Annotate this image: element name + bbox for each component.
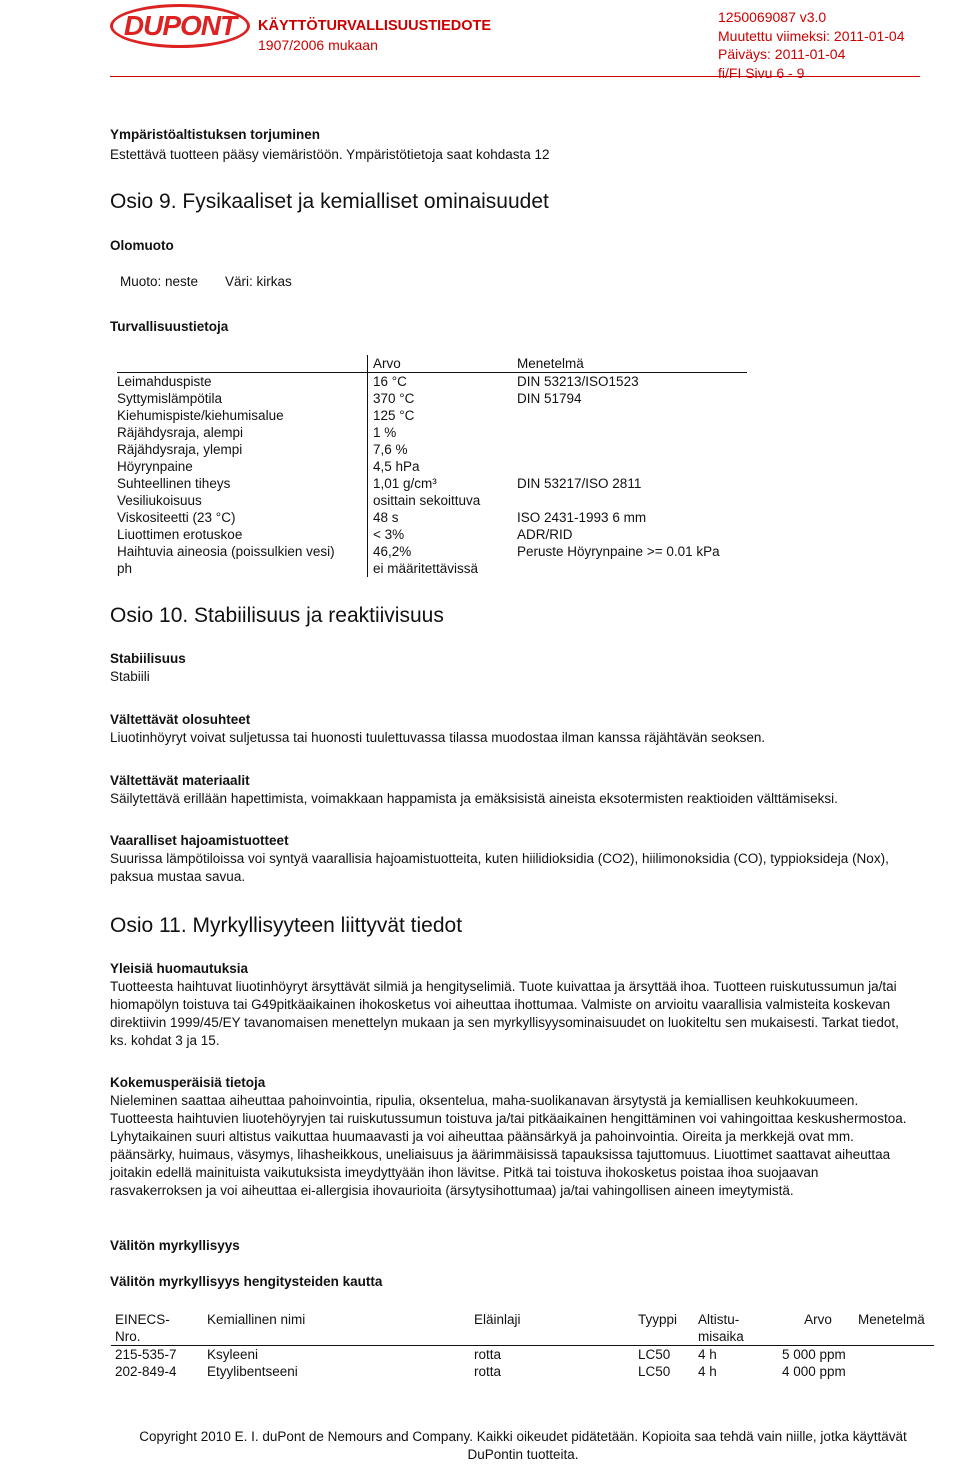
header-cell: Menetelmä <box>517 355 747 373</box>
property-method <box>517 441 747 458</box>
property-value: 1 % <box>368 424 518 441</box>
property-value: 16 °C <box>368 373 518 391</box>
property-method: ISO 2431-1993 6 mm <box>517 510 647 525</box>
chemical-name-cell: Etyylibentseeni <box>207 1364 298 1379</box>
property-name: Räjähdysraja, alempi <box>117 425 244 440</box>
state-heading: Olomuoto <box>110 238 174 253</box>
property-name: Höyrynpaine <box>117 459 193 474</box>
property-value: osittain sekoittuva <box>368 492 518 509</box>
method-cell <box>854 1346 934 1364</box>
header-cell: Eläinlaji <box>470 1311 634 1346</box>
avoid-conditions-text: Liuotinhöyryt voivat suljetussa tai huonosti tuulettuvassa tilassa muodostaa ilman kanssa räjähtävän seoksen. <box>110 730 766 745</box>
color-value: Väri: kirkas <box>225 274 292 289</box>
property-value: 125 °C <box>368 407 518 424</box>
page-number: fi/FI Sivu 6 - 9 <box>718 64 805 81</box>
table-header-row <box>111 1311 934 1346</box>
experience-heading: Kokemusperäisiä tietoja <box>110 1075 266 1090</box>
table-row <box>117 373 747 391</box>
physical-properties-table <box>117 355 747 577</box>
header-cell: Arvo <box>368 355 518 373</box>
property-value: 1,01 g/cm³ <box>368 475 518 492</box>
species-cell: rotta <box>474 1347 502 1362</box>
form-value: Muoto: neste <box>120 274 199 289</box>
chemical-name-cell: Ksyleeni <box>207 1347 259 1362</box>
env-exposure-heading: Ympäristöaltistuksen torjuminen <box>110 127 321 142</box>
table-row <box>117 390 747 407</box>
einecs-cell: 215-535-7 <box>115 1347 177 1362</box>
property-value: < 3% <box>368 526 518 543</box>
table-row <box>117 492 747 509</box>
property-method <box>517 492 747 509</box>
document-id: 1250069087 v3.0 <box>718 9 827 25</box>
property-method <box>517 560 747 577</box>
env-exposure-text: Estettävä tuotteen pääsy viemäristöön. Ympäristötietoja saat kohdasta 12 <box>110 147 550 162</box>
table-row <box>111 1346 934 1364</box>
general-heading: Yleisiä huomautuksia <box>110 961 249 976</box>
type-cell: LC50 <box>638 1347 671 1362</box>
property-value: ei määritettävissä <box>368 560 518 577</box>
header-cell: Arvo <box>778 1311 854 1346</box>
avoid-materials-heading: Vältettävät materiaalit <box>110 773 250 788</box>
value-cell: 4 000 ppm <box>782 1364 846 1379</box>
property-name: Syttymislämpötila <box>117 391 223 406</box>
header-meta <box>718 8 905 82</box>
modified-date: Muutettu viimeksi: 2011-01-04 <box>718 27 905 44</box>
exposure-time-cell: 4 h <box>698 1347 717 1362</box>
document-title: KÄYTTÖTURVALLISUUSTIEDOTE <box>258 18 492 34</box>
table-row <box>117 475 747 492</box>
property-name: Haihtuvia aineosia (poissulkien vesi) <box>117 544 335 559</box>
property-name: Kiehumispiste/kiehumisalue <box>117 408 284 423</box>
property-method: ADR/RID <box>517 527 573 542</box>
property-method <box>517 424 747 441</box>
stability-text: Stabiili <box>110 669 150 684</box>
section-11-title: Osio 11. Myrkyllisyyteen liittyvät tiedot <box>110 914 463 937</box>
table-row <box>117 560 747 577</box>
safety-heading: Turvallisuustietoja <box>110 319 229 334</box>
table-row <box>117 458 747 475</box>
avoid-materials-text: Säilytettävä erillään hapettimista, voimakkaan happamista ja emäksisistä aineista eksotermisten reaktioiden välttämiseksi. <box>110 791 838 806</box>
stability-heading: Stabiilisuus <box>110 651 186 666</box>
decomposition-text: Suurissa lämpötiloissa voi syntyä vaarallisia hajoamistuotteita, kuten hiilidioksidia (CO2), hiilimonoksidia (CO), typpioksideja (Nox), paksua mustaa savua. <box>110 851 889 884</box>
copyright-footer: Copyright 2010 E. I. duPont de Nemours and Company. Kaikki oikeudet pidätetään. Kopioita saa tehdä vain niille, jotka käyttävät DuPontin tuotteita. <box>139 1429 907 1462</box>
exposure-time-cell: 4 h <box>698 1364 717 1379</box>
property-method <box>517 458 747 475</box>
header-cell: Tyyppi <box>634 1311 694 1346</box>
decomposition-heading: Vaaralliset hajoamistuotteet <box>110 833 289 848</box>
header-cell: Kemiallinen nimi <box>203 1311 470 1346</box>
einecs-cell: 202-849-4 <box>115 1364 177 1379</box>
section-10-title: Osio 10. Stabiilisuus ja reaktiivisuus <box>110 604 444 627</box>
table-header-row <box>117 355 747 373</box>
table-row <box>111 1363 934 1380</box>
header-cell: EINECS- Nro. <box>111 1311 203 1346</box>
property-value: 370 °C <box>368 390 518 407</box>
section-9-title: Osio 9. Fysikaaliset ja kemialliset ominaisuudet <box>110 190 549 213</box>
property-method: DIN 53213/ISO1523 <box>517 374 639 389</box>
acute-inhalation-heading: Välitön myrkyllisyys hengitysteiden kautta <box>110 1274 383 1289</box>
type-cell: LC50 <box>638 1364 671 1379</box>
general-text: Tuotteesta haihtuvat liuotinhöyryt ärsyttävät silmiä ja hengityselimiä. Tuote kuivattaa ja ärsyttää ihoa. Tuotteen ruiskutussumun ja/tai hiomapölyn toistuva tai G49pitkäaikainen ihokosketus voi aiheuttaa ihottumaa. Valmiste on arvioitu vaarallisia valmisteita koskevan direktiivin 1999/45/EY tavanomaisen menettelyn mukaan ja sen myrkyllisyysominaisuudet on luokiteltu sen mukaisesti. Tarkat tiedot, ks. kohdat 3 ja 15. <box>110 979 899 1048</box>
property-name: ph <box>117 561 133 576</box>
regulation-reference: 1907/2006 mukaan <box>258 37 378 53</box>
table-row <box>117 424 747 441</box>
table-row <box>117 509 747 526</box>
acute-toxicity-heading: Välitön myrkyllisyys <box>110 1238 240 1253</box>
header-cell: Altistu- misaika <box>694 1311 778 1346</box>
property-name: Viskositeetti (23 °C) <box>117 510 236 525</box>
experience-text: Nieleminen saattaa aiheuttaa pahoinvointia, ripulia, oksentelua, maha-suolikanavan ärsytystä ja kemiallisen keuhkokuumeen. Tuotteesta haihtuvien liuotehöyryjen tai ruiskutussumun toistuva ja/tai pitkäaikainen hengittäminen voi vahingoittaa keskushermostoa. Lyhytaikainen suuri altistus vaikuttaa huumaavasti ja voi aiheuttaa päänsärkyä ja pahoinvointia. Oireita ja merkkejä ovat mm. päänsärky, huimaus, väsymys, lihasheikkous, uneliaisuus ja äärimmäisissä tapauksissa tajuttomuus. Liuottimet saattavat aiheuttaa joitakin edellä mainituista vaikutuksista imeydyttyään ihon lävitse. Pitkä tai toistuva ihokosketus poistaa ihoa suojaavan rasvakerroksen ja voi aiheuttaa ei-allergisia ihovaurioita (ärsytysihottumaa) ja/tai vahingollisen aineen imeytymistä. <box>110 1093 907 1198</box>
property-value: 48 s <box>368 509 518 526</box>
property-value: 4,5 hPa <box>368 458 518 475</box>
property-method: DIN 53217/ISO 2811 <box>517 476 642 491</box>
property-name: Vesiliukoisuus <box>117 493 202 508</box>
property-method: Peruste Höyrynpaine >= 0.01 kPa <box>517 544 720 559</box>
header-divider <box>110 76 920 77</box>
table-row <box>117 407 747 424</box>
value-cell: 5 000 ppm <box>782 1347 846 1362</box>
property-method: DIN 51794 <box>517 391 582 406</box>
dupont-logo: DUPONT <box>110 4 250 48</box>
avoid-conditions-heading: Vältettävät olosuhteet <box>110 712 251 727</box>
property-method <box>517 407 747 424</box>
property-name: Liuottimen erotuskoe <box>117 527 243 542</box>
header-cell: Menetelmä <box>854 1311 934 1346</box>
property-name: Räjähdysraja, ylempi <box>117 442 243 457</box>
property-name: Leimahduspiste <box>117 374 212 389</box>
property-name: Suhteellinen tiheys <box>117 476 231 491</box>
issue-date: Päiväys: 2011-01-04 <box>718 46 846 62</box>
table-row <box>117 543 747 560</box>
header-cell <box>117 355 368 373</box>
property-value: 7,6 % <box>368 441 518 458</box>
toxicity-table <box>111 1311 934 1380</box>
property-value: 46,2% <box>368 543 518 560</box>
method-cell <box>854 1363 934 1380</box>
species-cell: rotta <box>474 1364 502 1379</box>
table-row <box>117 526 747 543</box>
table-row <box>117 441 747 458</box>
